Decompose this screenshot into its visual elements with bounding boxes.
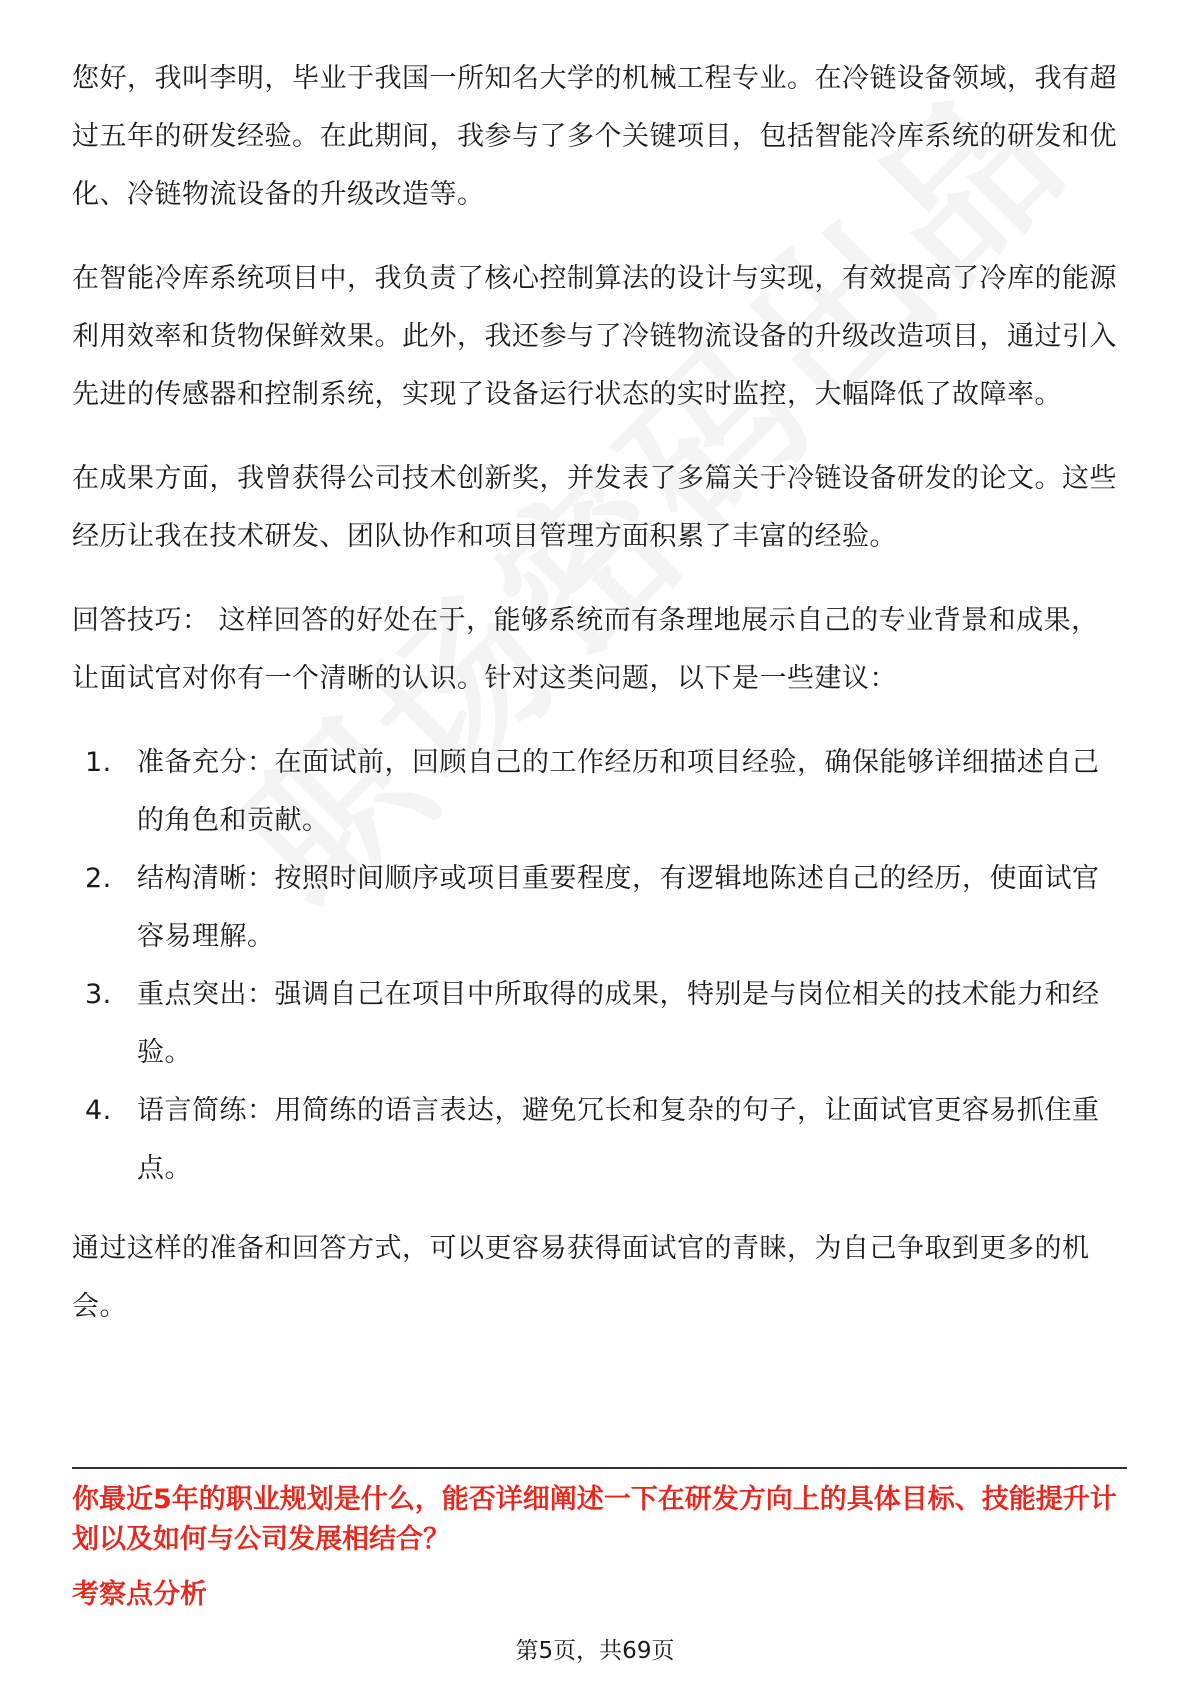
list-item xyxy=(72,850,1122,966)
list-item-text: 准备充分：在面试前，回顾自己的工作经历和项目经验，确保能够详细描述自己的角色和贡献。 xyxy=(137,747,1100,836)
page-footer: 第5页，共69页 xyxy=(515,1638,675,1664)
list-item-text: 结构清晰：按照时间顺序或项目重要程度，有逻辑地陈述自己的经历，使面试官容易理解。 xyxy=(137,863,1100,952)
list-item-number: 4. xyxy=(85,1095,112,1126)
list-item-number: 3. xyxy=(85,979,112,1010)
list-item-number: 1. xyxy=(85,747,112,778)
next-question-heading: 你最近5年的职业规划是什么，能否详细阐述一下在研发方向上的具体目标、技能提升计划以及如何与公司发展相结合？ xyxy=(72,1484,1117,1555)
section-title: 考察点分析 xyxy=(72,1579,207,1610)
list-item-number: 2. xyxy=(85,863,112,894)
paragraph-answer-tips: 回答技巧： 这样回答的好处在于，能够系统而有条理地展示自己的专业背景和成果，让面试官对你有一个清晰的认识。针对这类问题，以下是一些建议： xyxy=(72,605,1099,694)
tips-list xyxy=(72,734,1122,1198)
paragraph-project: 在智能冷库系统项目中，我负责了核心控制算法的设计与实现，有效提高了冷库的能源利用效率和货物保鲜效果。此外，我还参与了冷链物流设备的升级改造项目，通过引入先进的传感器和控制系统，实现了设备运行状态的实时监控，大幅降低了故障率。 xyxy=(72,263,1117,410)
document-body xyxy=(72,50,1122,1362)
paragraph-achievements: 在成果方面，我曾获得公司技术创新奖，并发表了多篇关于冷链设备研发的论文。这些经历让我在技术研发、团队协作和项目管理方面积累了丰富的经验。 xyxy=(72,463,1117,552)
list-item-text: 重点突出：强调自己在项目中所取得的成果，特别是与岗位相关的技术能力和经验。 xyxy=(137,979,1100,1068)
paragraph-closing: 通过这样的准备和回答方式，可以更容易获得面试官的青睐，为自己争取到更多的机会。 xyxy=(72,1233,1090,1322)
paragraph-intro: 您好，我叫李明，毕业于我国一所知名大学的机械工程专业。在冷链设备领域，我有超过五年的研发经验。在此期间，我参与了多个关键项目，包括智能冷库系统的研发和优化、冷链物流设备的升级改造等。 xyxy=(72,63,1117,210)
list-item xyxy=(72,966,1122,1082)
section-divider xyxy=(72,1467,1127,1469)
list-item xyxy=(72,734,1122,850)
list-item-text: 语言简练：用简练的语言表达，避免冗长和复杂的句子，让面试官更容易抓住重点。 xyxy=(137,1095,1100,1184)
list-item xyxy=(72,1082,1122,1198)
